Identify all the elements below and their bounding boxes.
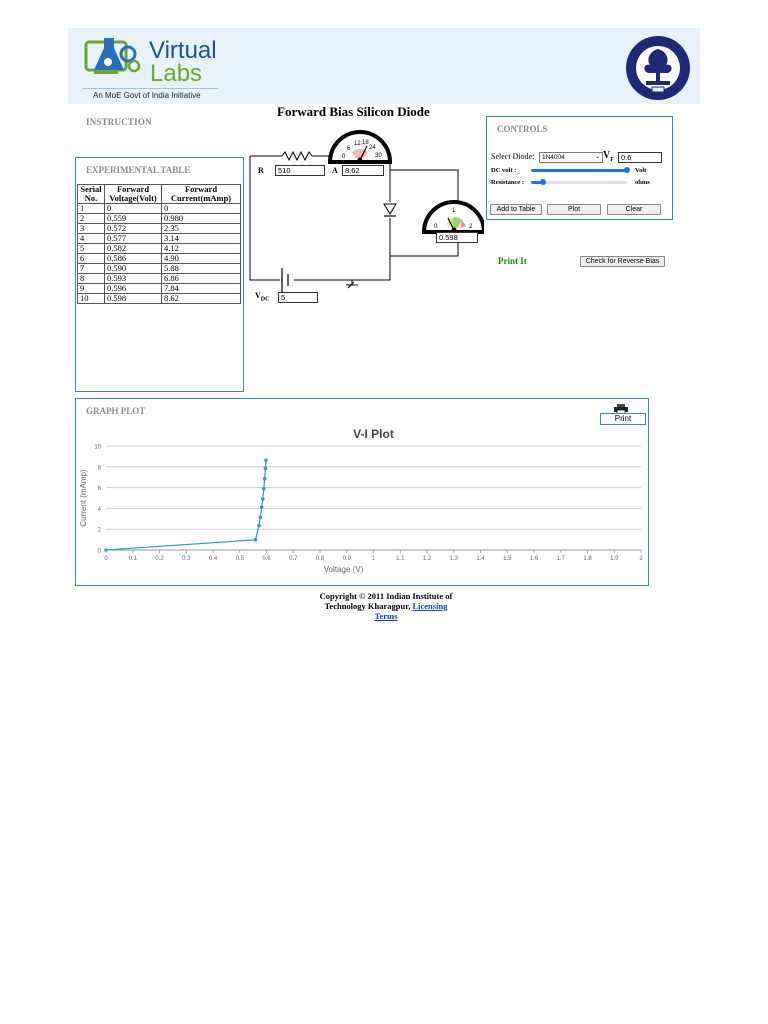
copyright-line2 <box>300 601 472 611</box>
table-cell: 2 <box>78 214 105 224</box>
table-cell: 0 <box>105 204 162 214</box>
vdc-label <box>255 291 269 303</box>
vf-value-field[interactable]: 0.6 <box>618 152 662 163</box>
col-current: Forward Current(mAmp) <box>162 185 241 204</box>
ammeter-tick-label: 12 <box>354 141 361 147</box>
table-row <box>78 224 241 234</box>
data-point <box>259 516 263 520</box>
series-line <box>106 460 266 550</box>
x-tick-label: 1 <box>371 556 376 562</box>
x-tick-label: 1.7 <box>556 556 565 562</box>
y-tick-label: 8 <box>97 465 101 472</box>
y-tick-label: 6 <box>97 486 101 493</box>
x-tick-label: 1.1 <box>396 556 405 562</box>
data-point <box>264 459 268 463</box>
resistance-value-field[interactable]: 510 <box>275 165 325 176</box>
vf-label-main: V <box>603 150 611 161</box>
resistance-slider[interactable] <box>531 181 627 184</box>
a-label: A <box>332 166 338 175</box>
table-cell: 0.980 <box>162 214 241 224</box>
x-axis-label: Voltage (V) <box>323 565 364 574</box>
ammeter-tick-label: 24 <box>369 145 376 151</box>
data-point <box>257 524 261 528</box>
y-tick-label: 4 <box>97 506 101 513</box>
experimental-table-panel <box>75 157 244 392</box>
y-axis-label: Current (mAmp) <box>79 469 88 527</box>
x-tick-label: 1.8 <box>583 556 592 562</box>
vf-label <box>603 150 614 163</box>
table-cell: 10 <box>78 294 105 304</box>
table-cell: 4.90 <box>162 254 241 264</box>
vdc-label-main: V <box>255 291 261 300</box>
controls-panel <box>486 116 673 220</box>
copyright-org: Technology Kharagpur, <box>324 601 411 611</box>
y-tick-label: 0 <box>97 548 101 555</box>
table-cell: 9 <box>78 284 105 294</box>
table-cell: 3.14 <box>162 234 241 244</box>
voltmeter-tick-label: 1 <box>452 208 456 214</box>
y-tick-label: 10 <box>94 444 101 451</box>
table-cell: 6.86 <box>162 274 241 284</box>
logo-tagline: An MoE Govt of India Initiative <box>93 91 201 100</box>
x-tick-label: 1.9 <box>610 556 619 562</box>
table-row <box>78 214 241 224</box>
table-cell: 0.582 <box>105 244 162 254</box>
dc-volt-label: DC volt : <box>491 167 517 174</box>
x-tick-label: 0.1 <box>128 556 137 562</box>
table-row <box>78 254 241 264</box>
table-cell: 0.596 <box>105 284 162 294</box>
battery-icon <box>282 268 288 292</box>
wire-top-right <box>386 156 458 206</box>
resistance-label: Resistance : <box>491 179 525 186</box>
print-it-link[interactable]: Print It <box>498 256 527 266</box>
clear-button[interactable]: Clear <box>607 204 661 215</box>
footer-copyright <box>300 591 472 621</box>
col-serial: Serial No. <box>78 185 105 204</box>
controls-title: CONTROLS <box>497 124 548 134</box>
ammeter-tick-label: 0 <box>342 154 346 160</box>
table-cell: 3 <box>78 224 105 234</box>
ground-icon <box>346 280 358 288</box>
data-point <box>261 497 265 501</box>
chevron-down-icon: ⌄ <box>594 154 600 160</box>
resistor-icon <box>282 152 312 160</box>
wire-bottom <box>294 256 390 280</box>
table-cell: 0.598 <box>105 294 162 304</box>
x-tick-label: 1.5 <box>503 556 512 562</box>
table-cell: 5 <box>78 244 105 254</box>
table-cell: 4 <box>78 234 105 244</box>
vdc-value-field[interactable]: 5 <box>278 292 318 303</box>
table-cell: 8 <box>78 274 105 284</box>
data-point <box>104 548 108 552</box>
virtual-labs-logo-icon <box>82 36 146 80</box>
table-cell: 0.572 <box>105 224 162 234</box>
x-tick-label: 2 <box>639 556 643 562</box>
table-row <box>78 204 241 214</box>
ammeter-tick-label: 30 <box>375 153 382 159</box>
graph-plot-title: GRAPH PLOT <box>86 406 146 416</box>
x-tick-label: 0.8 <box>315 556 325 562</box>
table-header-row <box>78 185 241 204</box>
data-point <box>260 505 264 509</box>
table-cell: 7 <box>78 264 105 274</box>
table-cell: 5.88 <box>162 264 241 274</box>
table-cell: 0 <box>162 204 241 214</box>
experimental-table-title: EXPERIMENTAL TABLE <box>86 165 191 175</box>
table-row <box>78 294 241 304</box>
table-cell: 0.559 <box>105 214 162 224</box>
table-row <box>78 244 241 254</box>
diode-select[interactable] <box>539 152 603 163</box>
instruction-link[interactable]: INSTRUCTION <box>86 117 152 127</box>
diode-icon <box>384 204 396 216</box>
x-tick-label: 0.5 <box>235 556 244 562</box>
dc-volt-slider[interactable] <box>531 169 627 172</box>
table-cell: 1 <box>78 204 105 214</box>
resistance-slider-thumb[interactable] <box>540 179 546 185</box>
voltmeter-tick-label: 2 <box>469 224 473 230</box>
vdc-label-sub: DC <box>260 296 270 303</box>
dc-volt-slider-fill <box>531 169 627 172</box>
iit-kharagpur-seal-icon <box>624 33 692 103</box>
table-cell: 0.586 <box>105 254 162 264</box>
y-tick-label: 2 <box>97 527 101 534</box>
copyright-line1: Copyright © 2011 Indian Institute of <box>319 591 453 601</box>
logo-text-labs: Labs <box>150 60 203 87</box>
circuit-diagram <box>248 130 484 305</box>
terms-link[interactable]: Terms <box>374 611 398 621</box>
x-tick-label: 1.4 <box>476 556 485 562</box>
select-diode-label: Select Diode: <box>491 152 535 161</box>
col-voltage: Forward Voltage(Volt) <box>105 185 162 204</box>
licensing-link[interactable]: Licensing <box>412 601 448 611</box>
data-point <box>264 467 268 471</box>
x-tick-label: 1.2 <box>422 556 432 562</box>
dc-volt-unit: Volt <box>635 167 647 174</box>
data-point <box>254 538 258 542</box>
table-row <box>78 234 241 244</box>
x-tick-label: 0.4 <box>208 556 218 562</box>
diode-select-value: 1N4004 <box>542 154 565 161</box>
x-tick-label: 0.2 <box>155 556 164 562</box>
page-title: Forward Bias Silicon Diode <box>277 104 430 119</box>
table-cell: 0.593 <box>105 274 162 284</box>
table-cell: 0.577 <box>105 234 162 244</box>
x-tick-label: 0.3 <box>182 556 191 562</box>
experimental-table <box>77 184 241 304</box>
table-cell: 6 <box>78 254 105 264</box>
table-cell: 2.35 <box>162 224 241 234</box>
data-point <box>262 487 266 491</box>
chart-title: V-I Plot <box>353 427 394 441</box>
resistance-unit: ohms <box>635 179 650 186</box>
x-tick-label: 1.6 <box>529 556 539 562</box>
voltmeter-tick-label: 0 <box>434 224 438 230</box>
table-cell: 8.62 <box>162 294 241 304</box>
table-cell: 7.84 <box>162 284 241 294</box>
logo-text-virtual: Virtual <box>149 37 217 64</box>
x-tick-label: 0.7 <box>289 556 298 562</box>
logo-divider <box>82 88 218 89</box>
x-tick-label: 1.3 <box>449 556 458 562</box>
voltage-value-field[interactable]: 0.598 <box>436 232 478 243</box>
add-to-table-button[interactable]: Add to Table <box>490 204 542 215</box>
print-button[interactable]: Print <box>600 413 646 425</box>
vf-label-sub: F <box>610 157 614 163</box>
graph-plot-panel <box>75 398 649 586</box>
table-row <box>78 284 241 294</box>
table-row <box>78 274 241 284</box>
reverse-bias-button[interactable]: Check for Reverse Bias <box>580 256 665 267</box>
voltmeter-gauge <box>424 202 484 232</box>
vi-plot-chart <box>76 399 648 585</box>
dc-volt-slider-thumb[interactable] <box>624 167 630 173</box>
current-value-field[interactable]: 8.62 <box>342 165 384 176</box>
ammeter-tick-label: 18 <box>362 140 369 146</box>
table-row <box>78 264 241 274</box>
ammeter-tick-label: 6 <box>347 146 351 152</box>
table-cell: 0.590 <box>105 264 162 274</box>
plot-button[interactable]: Plot <box>547 204 601 215</box>
x-tick-label: 0 <box>104 556 108 562</box>
x-tick-label: 0.9 <box>342 556 351 562</box>
x-tick-label: 0.6 <box>262 556 271 562</box>
table-cell: 4.12 <box>162 244 241 254</box>
r-label: R <box>258 166 264 175</box>
data-point <box>263 477 267 481</box>
